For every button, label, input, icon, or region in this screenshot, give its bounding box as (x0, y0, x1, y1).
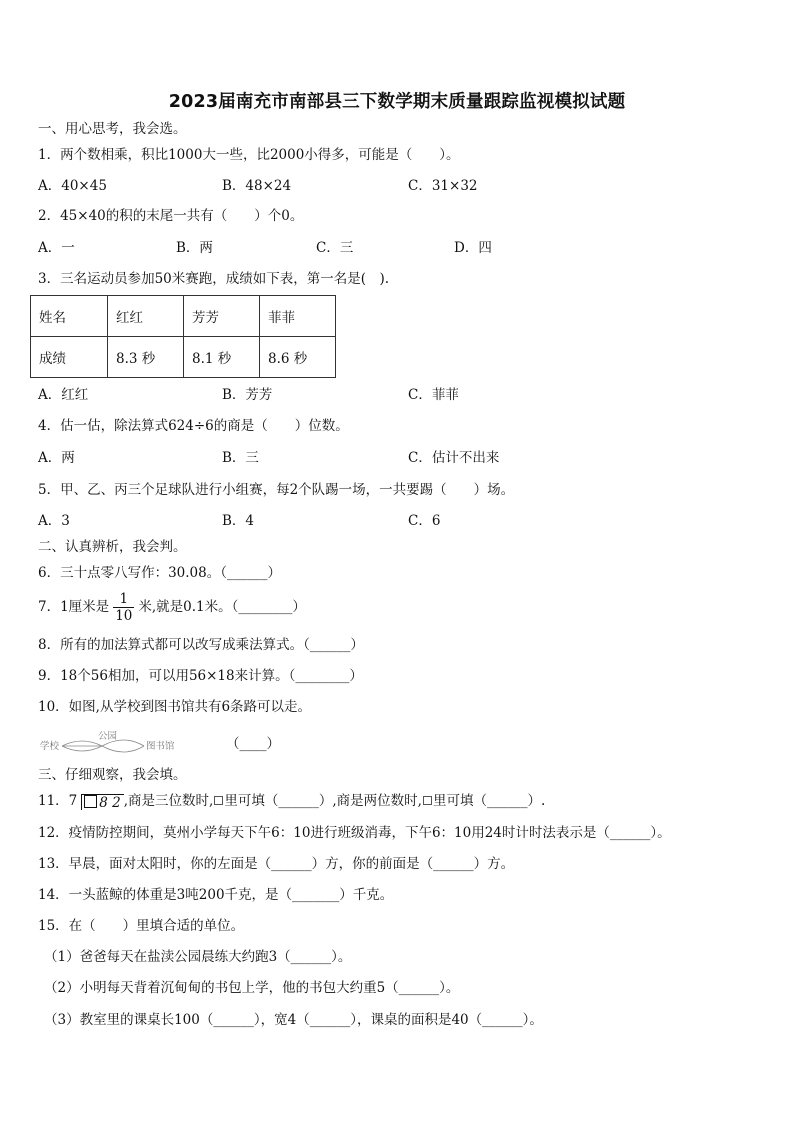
question-5-option-b: B．4 (222, 513, 255, 529)
route-path (102, 746, 144, 752)
question-4-option-a: A．两 (38, 450, 75, 466)
table-cell: 8.3 秒 (108, 337, 184, 378)
question-5-stem: 5．甲、乙、丙三个足球队进行小组赛，每2个队踢一场，一共要踢（ ）场。 (38, 482, 515, 498)
question-3-stem: 3．三名运动员参加50米赛跑，成绩如下表，第一名是( ). (38, 271, 390, 287)
question-1-option-c: C．31×32 (408, 178, 478, 194)
question-1-option-b: B．48×24 (222, 178, 292, 194)
route-path (62, 746, 102, 751)
library-label: 图书馆 (146, 741, 175, 752)
question-1-stem: 1．两个数相乘，积比1000大一些，比2000小得多，可能是（ ）。 (38, 147, 460, 163)
question-11-text-mid2: 里可填（______）,商是两位数时, (224, 793, 422, 809)
table-cell: 8.6 秒 (260, 337, 336, 378)
section-heading-3: 三、仔细观察，我会填。 (38, 767, 187, 783)
question-2-option-d: D．四 (454, 240, 492, 256)
question-4-option-b: B．三 (222, 450, 259, 466)
section-heading-1: 一、用心思考，我会选。 (38, 121, 187, 137)
table-cell: 8.1 秒 (184, 337, 260, 378)
dividend-digits: 8 2 (99, 794, 121, 811)
fraction (113, 591, 134, 624)
table-cell: 芳芳 (184, 296, 260, 337)
question-15-sub-2: （2）小明每天背着沉甸甸的书包上学，他的书包大约重5（______）。 (44, 980, 460, 996)
results-table (30, 295, 336, 378)
table-row (31, 337, 336, 378)
question-13-stem: 13．早晨，面对太阳时，你的左面是（______）方，你的前面是（______）方。 (38, 856, 515, 872)
question-15-sub-3: （3）教室里的课桌长100（______），宽4（______），课桌的面积是40（______）。 (44, 1012, 543, 1028)
fraction-denominator: 10 (115, 608, 133, 624)
question-15-sub-1: （1）爸爸每天在盐渎公园晨练大约跑3（______）。 (44, 949, 352, 965)
question-15-stem: 15．在（ ）里填合适的单位。 (38, 918, 245, 934)
park-label: 公园 (98, 731, 118, 742)
question-11-stem (38, 792, 545, 810)
question-3-option-b: B．芳芳 (222, 387, 273, 403)
route-diagram (40, 730, 190, 760)
question-11-text-post: 里可填（______）. (432, 793, 546, 809)
question-8-stem: 8．所有的加法算式都可以改写成乘法算式。（______） (38, 637, 364, 653)
question-14-stem: 14．一头蓝鲸的体重是3吨200千克，是（_______）千克。 (38, 887, 394, 903)
table-row (31, 296, 336, 337)
question-12-stem: 12．疫情防控期间，莫州小学每天下午6：10进行班级消毒，下午6：10用24时计时法表示是（______）。 (38, 825, 671, 841)
route-path (62, 741, 102, 746)
question-3-option-a: A．红红 (38, 387, 89, 403)
table-cell: 姓名 (31, 296, 108, 337)
question-4-stem: 4．估一估，除法算式624÷6的商是（ ）位数。 (38, 418, 349, 434)
question-11-text-mid: ,商是三位数时, (123, 793, 214, 809)
question-1-option-a: A．40×45 (38, 178, 107, 194)
question-10-blank: （____） (226, 736, 280, 752)
question-5-option-a: A．3 (38, 513, 70, 529)
question-7-text-post: 米,就是0.1米。（________） (138, 599, 306, 615)
question-2-option-c: C．三 (316, 240, 354, 256)
question-2-option-a: A．一 (38, 240, 75, 256)
small-square-icon (214, 796, 223, 805)
question-5-option-c: C．6 (408, 513, 441, 529)
section-heading-2: 二、认真辨析，我会判。 (38, 539, 187, 555)
question-7-stem (38, 590, 306, 624)
fraction-numerator: 1 (113, 591, 134, 608)
small-square-icon (423, 796, 432, 805)
question-7-text-pre: 7．1厘米是 (38, 599, 110, 615)
school-label: 学校 (40, 741, 60, 752)
dividend-box (81, 794, 123, 810)
question-4-option-c: C．估计不出来 (408, 450, 500, 466)
question-3-option-c: C．菲菲 (408, 387, 459, 403)
table-cell: 成绩 (31, 337, 108, 378)
question-11-text-pre: 11．7 (38, 793, 78, 809)
question-9-stem: 9．18个56相加，可以用56×18来计算。（________） (38, 668, 363, 684)
blank-square-icon (84, 795, 97, 808)
table-cell: 红红 (108, 296, 184, 337)
page-title: 2023届南充市南部县三下数学期末质量跟踪监视模拟试题 (168, 92, 626, 112)
long-division-symbol (77, 794, 123, 810)
question-2-option-b: B．两 (176, 240, 213, 256)
question-10-stem: 10．如图,从学校到图书馆共有6条路可以走。 (38, 699, 312, 715)
question-6-stem: 6．三十点零八写作：30.08。（______） (38, 565, 281, 581)
table-cell: 菲菲 (260, 296, 336, 337)
question-2-stem: 2．45×40的积的末尾一共有（ ）个0。 (38, 208, 304, 224)
